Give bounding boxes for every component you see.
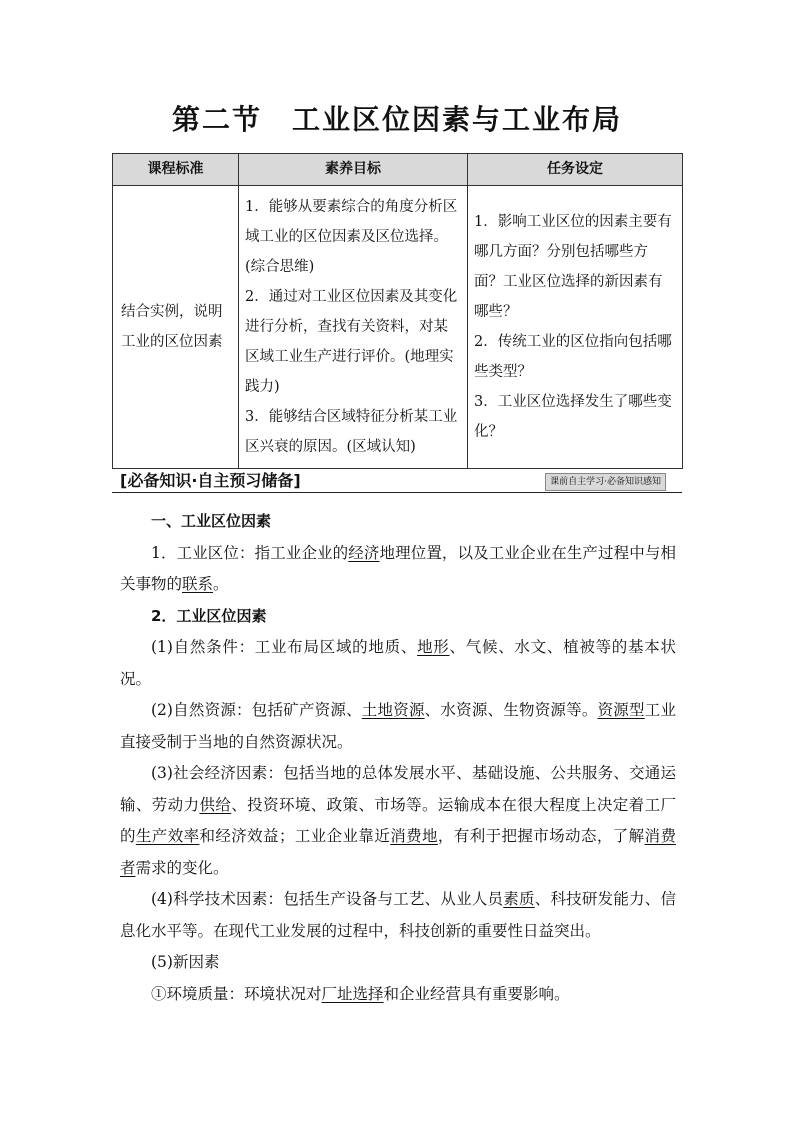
page-title: 第二节 工业区位因素与工业布局 <box>171 103 622 136</box>
underlined-term: 经济 <box>348 543 380 562</box>
text-run: 需求的变化。 <box>135 858 229 877</box>
text-run: 、投资环境、政策、市场等。运输成本在很大程度上决定着工厂的 <box>120 795 676 845</box>
table-row <box>113 186 683 469</box>
underlined-term: 地形 <box>417 638 450 656</box>
content-body <box>120 506 676 1010</box>
paragraph-4 <box>120 758 676 884</box>
underlined-term: 消费地 <box>390 827 438 845</box>
section-title: [必备知识·自主预习储备] <box>120 471 301 490</box>
header-tasks: 任务设定 <box>468 154 683 186</box>
header-goals: 素养目标 <box>239 154 468 186</box>
text-run: 、水资源、生物资源等。 <box>424 701 598 719</box>
underlined-term: 资源型 <box>597 701 645 719</box>
paragraph-2 <box>120 632 676 695</box>
paragraph-1 <box>120 538 676 601</box>
text-run: ①环境质量：环境状况对 <box>151 984 322 1003</box>
goal-item: 2．通过对工业区位因素及其变化进行分析，查找有关资料，对某区域工业生产进行评价。(地理实践力) <box>245 289 458 395</box>
paragraph-5 <box>120 884 676 947</box>
text-run: 。 <box>213 575 229 593</box>
text-run: 、气候、水文、植被等的基本状况。 <box>120 638 676 688</box>
text-run: (3)社会经济因素：包括当地的总体发展水平、基础设施、公共服务、交通运输、劳动力 <box>120 764 676 814</box>
section-header <box>112 468 682 493</box>
section-tag: 课前自主学习·必备知识感知 <box>545 473 666 491</box>
text-run: 、科技研发能力、信息化水平等。在现代工业发展的过程中，科技创新的重要性日益突出。 <box>120 890 676 940</box>
text-run: (1)自然条件：工业布局区域的地质、 <box>151 638 418 656</box>
goal-item: 3．能够结合区域特征分析某工业区兴衰的原因。(区域认知) <box>245 409 458 455</box>
course-standard-cell: 结合实例，说明工业的区位因素 <box>113 186 239 469</box>
tasks-cell <box>468 186 683 469</box>
text-run: 工业直接受制于当地的自然资源状况。 <box>120 701 676 751</box>
task-item: 3．工业区位选择发生了哪些变化？ <box>474 394 672 440</box>
underlined-term: 生产效率 <box>135 827 200 845</box>
underlined-term: 供给 <box>199 795 232 814</box>
heading-2: 2．工业区位因素 <box>151 606 267 625</box>
task-item: 1．影响工业区位的因素主要有哪几方面？分别包括哪些方面？工业区位选择的新因素有哪些？ <box>474 214 672 320</box>
paragraph-7 <box>120 979 676 1011</box>
text-run: 1．工业区位：指工业企业的 <box>151 543 349 562</box>
underlined-term: 消费者 <box>120 827 676 877</box>
text-run: (2)自然资源：包括矿产资源、 <box>151 701 362 719</box>
underlined-term: 联系 <box>182 575 214 593</box>
text-run: ，有利于把握市场动态，了解 <box>437 827 645 845</box>
underlined-term: 土地资源 <box>361 701 425 719</box>
header-standard: 课程标准 <box>113 154 239 186</box>
text-run: 地理位置，以及工业企业在生产过程中与相关事物的 <box>120 543 676 593</box>
task-item: 2．传统工业的区位指向包括哪些类型？ <box>474 334 672 380</box>
text-run: 和经济效益；工业企业靠近 <box>199 827 391 845</box>
underlined-term: 厂址选择 <box>321 984 384 1003</box>
table-header-row <box>113 154 683 186</box>
standards-table <box>112 153 683 469</box>
paragraph-3 <box>120 695 676 758</box>
text-run: 和企业经营具有重要影响。 <box>383 984 570 1003</box>
text-run: (4)科学技术因素：包括生产设备与工艺、从业人员 <box>151 890 504 908</box>
heading-1: 一、工业区位因素 <box>151 512 272 530</box>
goals-cell <box>239 186 468 469</box>
paragraph-6: (5)新因素 <box>151 953 220 971</box>
underlined-term: 素质 <box>503 890 535 908</box>
goal-item: 1．能够从要素综合的角度分析区域工业的区位因素及区位选择。(综合思维) <box>245 199 458 275</box>
